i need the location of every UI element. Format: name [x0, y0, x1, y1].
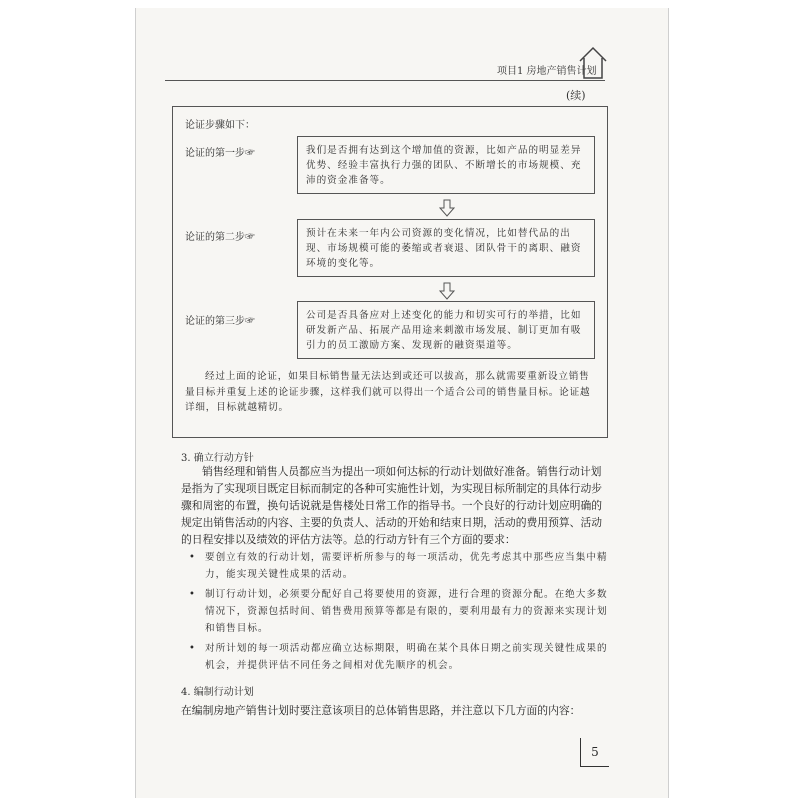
down-arrow-icon: [439, 282, 455, 300]
down-arrow-icon: [439, 199, 455, 217]
page-number: 5: [580, 738, 609, 767]
running-header: 项目1 房地产销售计划: [497, 66, 597, 77]
bullet-icon: •: [189, 643, 196, 654]
section-3-paragraph: 销售经理和销售人员都应当为提出一项如何达标的行动计划做好准备。销售行动计划是指为了实现项目既定目标而制定的各种可实施性计划，为实现目标所制定的具体行动步骤和周密的布置，换句话说就是售楼处日常工作的指导书。一个良好的行动计划应明确的规定出销售活动的内容、主要的负责人、活动的开始和结束日期，活动的费用预算、活动的日程安排以及绩效的评估方法等。总的行动方针有三个方面的要求：: [181, 465, 603, 546]
header-rule: [165, 80, 605, 81]
bullet-icon: •: [189, 552, 196, 563]
list-item-text: 要创立有效的行动计划，需要评析所参与的每一项活动，优先考虑其中那些应当集中精力，能实现关键性成果的活动。: [205, 552, 608, 580]
section-3-heading: 3. 确立行动方针: [181, 453, 254, 464]
argument-box-title: 论证步骤如下：: [185, 120, 255, 131]
step-3-box: 公司是否具备应对上述变化的能力和切实可行的举措，比如研发新产品、拓展产品用途来刺激市场发展、制订更加有吸引力的员工激励方案、发现新的融资渠道等。: [297, 301, 595, 359]
list-item: [181, 640, 608, 674]
list-item-text: 制订行动计划，必须要分配好自己将要使用的资源，进行合理的资源分配。在绝大多数情况下，资源包括时间、销售费用预算等都是有限的，要利用最有力的资源来实现计划和销售目标。: [205, 589, 608, 634]
list-item: [181, 586, 608, 637]
step-2-box: 预计在未来一年内公司资源的变化情况，比如替代品的出现、市场规模可能的萎缩或者衰退、团队骨干的离职、融资环境的变化等。: [297, 219, 595, 277]
bullet-icon: •: [189, 589, 196, 600]
section-4-heading: 4. 编制行动计划: [181, 687, 254, 698]
argument-conclusion: 经过上面的论证，如果目标销售量无法达到或还可以拔高，那么就需要重新设立销售量目标并重复上述的论证步骤，这样我们就可以得出一个适合公司的销售量目标。论证越详细，目标就越精切。: [185, 371, 591, 413]
requirements-list: [181, 549, 608, 677]
step-3-label: 论证的第三步☞: [185, 316, 255, 327]
step-1-label: 论证的第一步☞: [185, 148, 255, 159]
step-1-box: 我们是否拥有达到这个增加值的资源，比如产品的明显差异优势、经验丰富执行力强的团队、不断增长的市场规模、充沛的资金准备等。: [297, 136, 595, 194]
list-item: [181, 549, 608, 583]
continued-label: (续): [566, 89, 586, 102]
section-4-paragraph: 在编制房地产销售计划时要注意该项目的总体销售思路，并注意以下几方面的内容：: [181, 704, 581, 717]
step-2-label: 论证的第二步☞: [185, 232, 255, 243]
list-item-text: 对所计划的每一项活动都应确立达标期限，明确在某个具体日期之前实现关键性成果的机会，并提供评估不同任务之间相对优先顺序的机会。: [205, 643, 608, 671]
